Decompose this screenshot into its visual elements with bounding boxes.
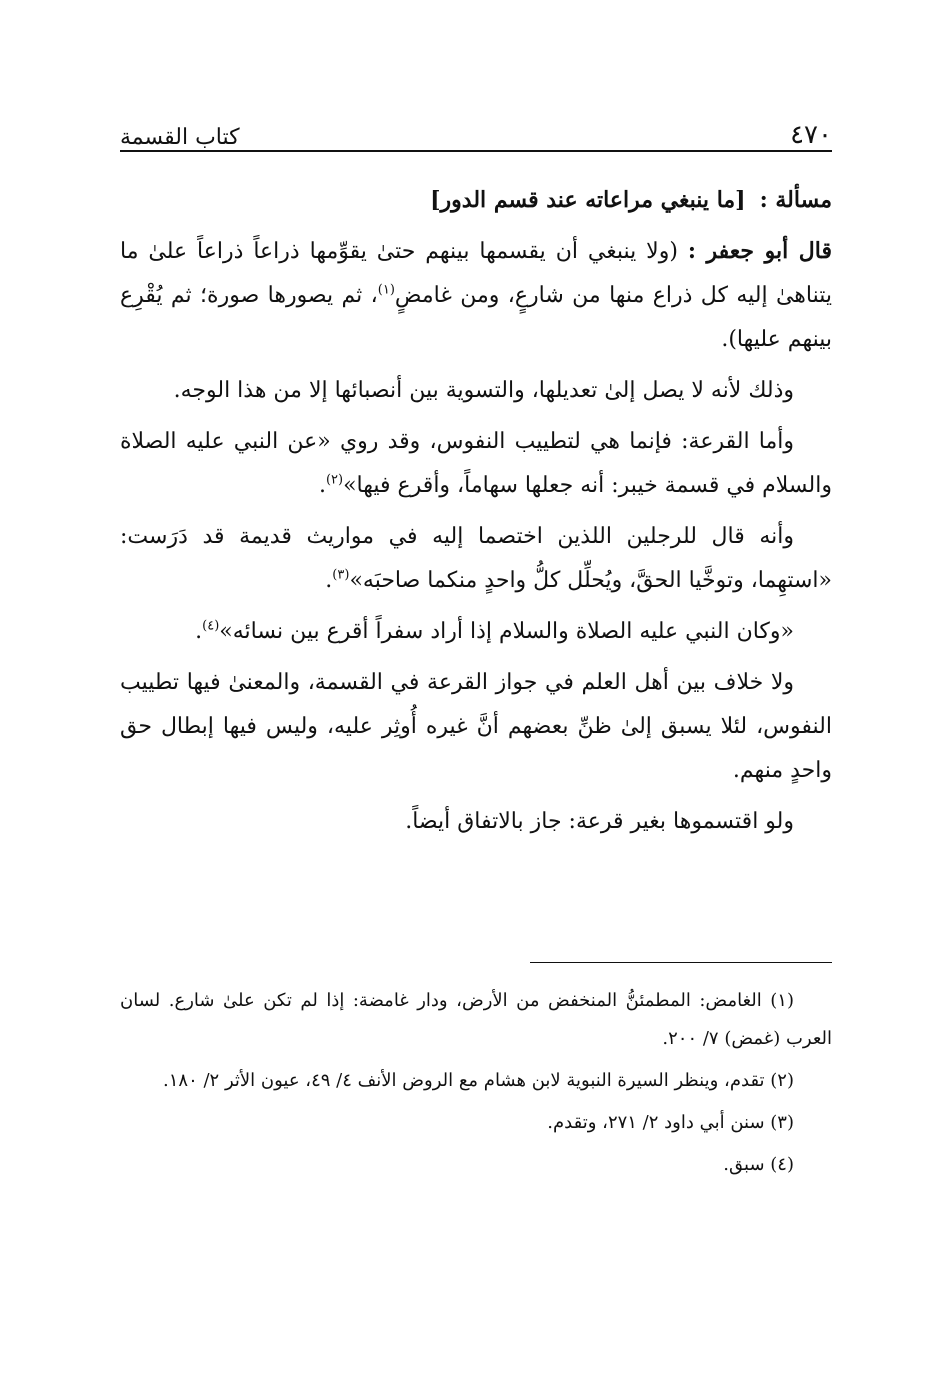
footnote-ref-4[interactable]: (٤): [202, 618, 220, 634]
paragraph-1-text-b: ، ثم يصورها صورة؛ ثم يُقْرِع بينهم عليها).: [120, 283, 832, 352]
paragraph-3: [120, 420, 832, 508]
speaker-name: قال أبو جعفر :: [687, 238, 832, 264]
paragraph-5-end: .: [195, 619, 203, 644]
footnote-ref-3[interactable]: (٣): [332, 567, 350, 583]
paragraph-6: ولا خلاف بين أهل العلم في جواز القرعة في القسمة، والمعنىٰ فيها تطييب النفوس، لئلا يسبق إلىٰ ظنِّ بعضهم أنَّ غيره أُوثِر عليه، وليس فيها إبطال حق واحدٍ منهم.: [120, 670, 832, 783]
paragraph-3-end: .: [318, 473, 326, 498]
header-rule: [120, 150, 832, 152]
footnote-separator: [530, 962, 832, 963]
paragraph-4-text: وأنه قال للرجلين اللذين اختصما إليه في مواريث قديمة قد دَرَست: «استهِما، وتوخَّيا الحقَّ، ويُحلِّل كلُّ واحدٍ منكما صاحبَه»: [120, 524, 832, 593]
paragraph-3-text: وأما القرعة: فإنما هي لتطييب النفوس، وقد روي «عن النبي عليه الصلاة والسلام في قسمة خيبر: أنه جعلها سهاماً، وأقرع فيها»: [120, 429, 832, 498]
main-text: [120, 178, 832, 851]
footnote-ref-2[interactable]: (٢): [325, 472, 344, 488]
paragraph-5: [120, 610, 832, 654]
paragraph-4-end: .: [325, 568, 333, 593]
paragraph-1: [120, 229, 832, 362]
heading-label: مسألة :: [759, 187, 832, 213]
footnote-3: (٣) سنن أبي داود ٢/ ٢٧١، وتقدم.: [547, 1112, 794, 1133]
footnote-ref-1[interactable]: (١): [377, 282, 395, 298]
paragraph-4: [120, 515, 832, 603]
section-heading: [120, 178, 832, 223]
page-number: ٤٧٠: [790, 120, 832, 150]
paragraph-5-text: «وكان النبي عليه الصلاة والسلام إذا أراد سفراً أقرع بين نسائه»: [219, 619, 794, 644]
paragraph-1-text-a: (ولا ينبغي أن يقسمها بينهم حتىٰ يقوِّمها ذراعاً ذراعاً علىٰ ما يتناهىٰ إليه كل ذراع منها من شارعٍ، ومن غامضٍ: [120, 239, 832, 308]
footnotes: [120, 982, 832, 1188]
paragraph-7: ولو اقتسموها بغير قرعة: جاز بالاتفاق أيضاً.: [405, 809, 794, 834]
footnote-2: (٢) تقدم، وينظر السيرة النبوية لابن هشام مع الروض الأنف ٤/ ٤٩، عيون الأثر ٢/ ١٨٠.: [163, 1070, 794, 1091]
book-title: كتاب القسمة: [120, 125, 240, 150]
heading-title: [ما ينبغي مراعاته عند قسم الدور]: [430, 187, 746, 213]
paragraph-2: وذلك لأنه لا يصل إلىٰ تعديلها، والتسوية بين أنصبائها إلا من هذا الوجه.: [173, 378, 794, 403]
footnote-1: (١) الغامض: المطمئنُّ المنخفض من الأرض، ودار غامضة: إذا لم تكن علىٰ شارع. لسان العرب (غمض) ٧/ ٢٠٠.: [120, 990, 832, 1049]
footnote-4: (٤) سبق.: [723, 1154, 794, 1175]
running-header: [120, 110, 832, 150]
